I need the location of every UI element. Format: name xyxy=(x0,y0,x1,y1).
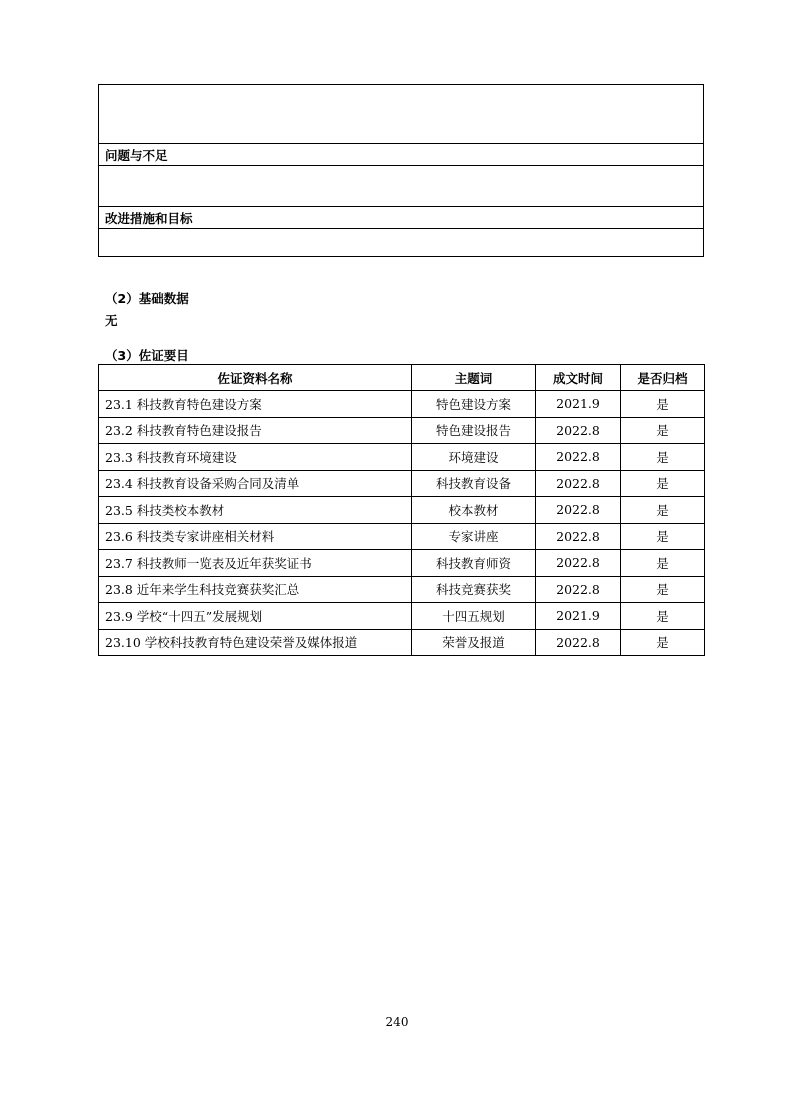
date-cell: 2022.8 xyxy=(536,576,621,603)
evidence-name-cell: 23.8 近年来学生科技竞赛获奖汇总 xyxy=(99,576,412,603)
archived-cell: 是 xyxy=(621,576,705,603)
column-header: 成文时间 xyxy=(536,365,621,391)
date-cell: 2022.8 xyxy=(536,444,621,471)
evidence-name-cell: 23.5 科技类校本教材 xyxy=(99,497,412,524)
keyword-cell: 十四五规划 xyxy=(412,603,536,630)
archived-cell: 是 xyxy=(621,603,705,630)
date-cell: 2021.9 xyxy=(536,603,621,630)
table-row xyxy=(99,470,705,497)
table-row xyxy=(99,550,705,577)
basic-data-value: 无 xyxy=(105,313,118,328)
table-row xyxy=(99,417,705,444)
table-row xyxy=(99,444,705,471)
keyword-cell: 科技竞赛获奖 xyxy=(412,576,536,603)
evidence-name-cell: 23.4 科技教育设备采购合同及清单 xyxy=(99,470,412,497)
evidence-name-cell: 23.9 学校“十四五”发展规划 xyxy=(99,603,412,630)
date-cell: 2021.9 xyxy=(536,391,621,418)
archived-cell: 是 xyxy=(621,497,705,524)
column-header: 是否归档 xyxy=(621,365,705,391)
keyword-cell: 特色建设方案 xyxy=(412,391,536,418)
archived-cell: 是 xyxy=(621,444,705,471)
evidence-name-cell: 23.2 科技教育特色建设报告 xyxy=(99,417,412,444)
table-row xyxy=(99,523,705,550)
keyword-cell: 荣誉及报道 xyxy=(412,629,536,656)
table-row xyxy=(99,391,705,418)
archived-cell: 是 xyxy=(621,470,705,497)
date-cell: 2022.8 xyxy=(536,550,621,577)
column-header: 主题词 xyxy=(412,365,536,391)
date-cell: 2022.8 xyxy=(536,497,621,524)
table-header-row xyxy=(99,365,705,391)
archived-cell: 是 xyxy=(621,550,705,577)
evidence-name-cell: 23.1 科技教育特色建设方案 xyxy=(99,391,412,418)
date-cell: 2022.8 xyxy=(536,523,621,550)
keyword-cell: 科技教育设备 xyxy=(412,470,536,497)
date-cell: 2022.8 xyxy=(536,417,621,444)
archived-cell: 是 xyxy=(621,417,705,444)
basic-data-heading: （2）基础数据 xyxy=(105,291,189,306)
keyword-cell: 特色建设报告 xyxy=(412,417,536,444)
evidence-name-cell: 23.7 科技教师一览表及近年获奖证书 xyxy=(99,550,412,577)
evidence-name-cell: 23.10 学校科技教育特色建设荣誉及媒体报道 xyxy=(99,629,412,656)
table-row xyxy=(99,576,705,603)
table-row xyxy=(99,497,705,524)
problems-label: 问题与不足 xyxy=(99,144,704,166)
improvement-content xyxy=(99,229,704,257)
keyword-cell: 专家讲座 xyxy=(412,523,536,550)
date-cell: 2022.8 xyxy=(536,470,621,497)
page-number: 240 xyxy=(385,1015,409,1029)
problems-content xyxy=(99,166,704,207)
evidence-name-cell: 23.6 科技类专家讲座相关材料 xyxy=(99,523,412,550)
archived-cell: 是 xyxy=(621,523,705,550)
keyword-cell: 环境建设 xyxy=(412,444,536,471)
evidence-name-cell: 23.3 科技教育环境建设 xyxy=(99,444,412,471)
evidence-heading: （3）佐证要目 xyxy=(105,348,189,363)
evaluation-frame xyxy=(98,84,704,257)
evidence-table xyxy=(98,364,705,656)
table-row xyxy=(99,629,705,656)
keyword-cell: 科技教育师资 xyxy=(412,550,536,577)
improvement-label: 改进措施和目标 xyxy=(99,207,704,229)
date-cell: 2022.8 xyxy=(536,629,621,656)
column-header: 佐证资料名称 xyxy=(99,365,412,391)
keyword-cell: 校本教材 xyxy=(412,497,536,524)
archived-cell: 是 xyxy=(621,391,705,418)
frame-empty-cell xyxy=(99,85,704,144)
table-row xyxy=(99,603,705,630)
archived-cell: 是 xyxy=(621,629,705,656)
